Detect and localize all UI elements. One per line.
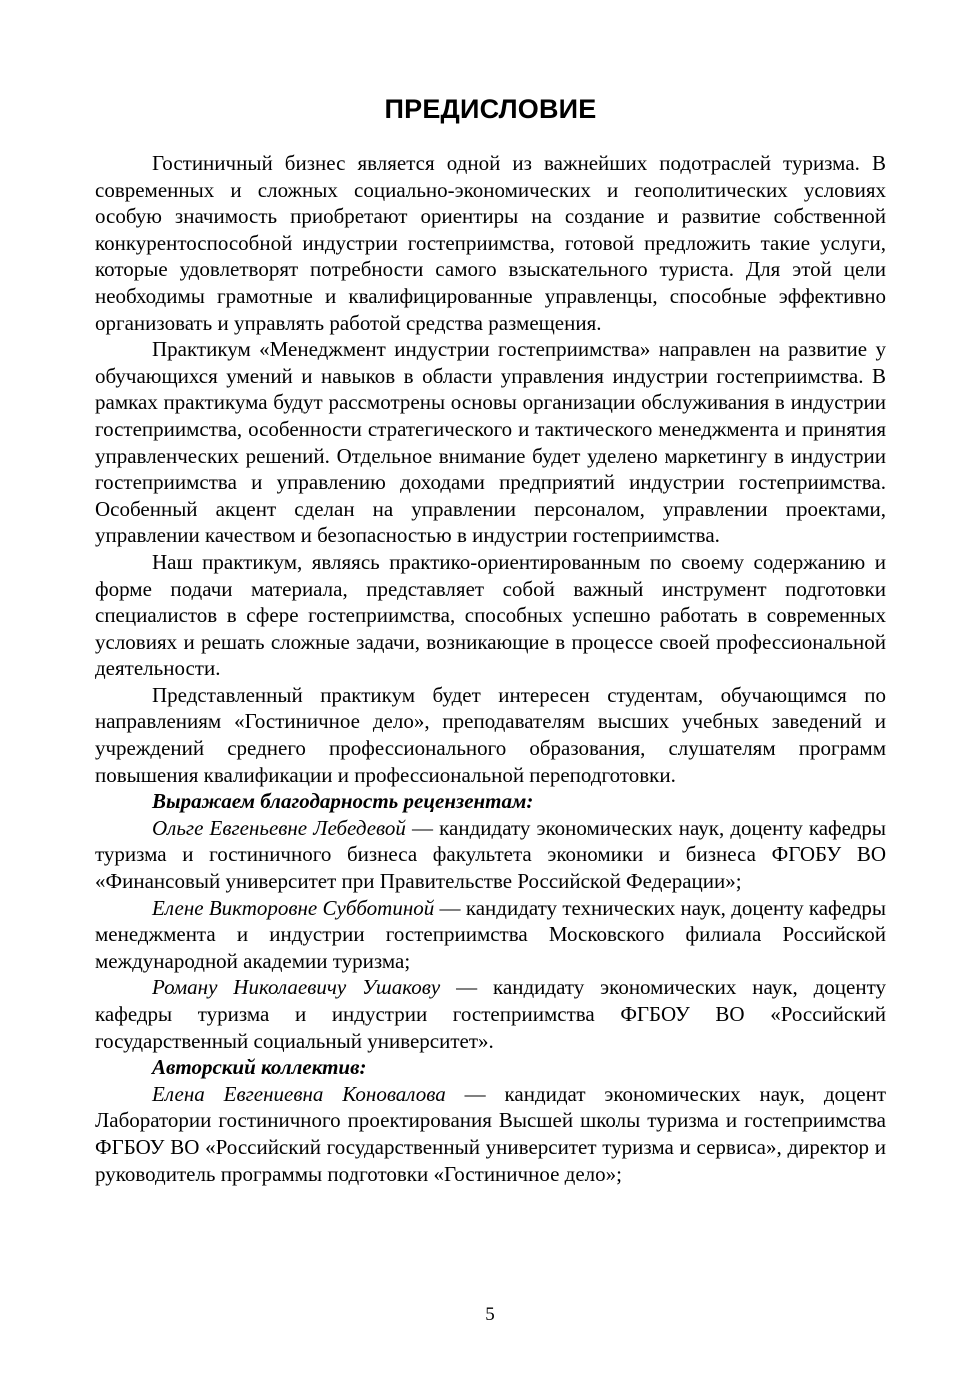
- paragraph-practicum-goals: Практикум «Менеджмент индустрии гостеприимства» направлен на развитие у обучающихся умений и навыков в области управления индустрии гостеприимства. В рамках практикума будут рассмотрены основы организации обслуживания в индустрии гостеприимства, особенности стратегического и тактического менеджмента и принятия управленческих решений. Отдельное внимание будет уделено маркетингу в индустрии гостеприимства и управлению доходами предприятий индустрии гостеприимства. Особенный акцент сделан на управлении персоналом, управлении проектами, управлении качеством и безопасностью в индустрии гостеприимства.: [95, 337, 886, 548]
- reviewer-name: Ольге Евгеньевне Лебедевой: [152, 815, 406, 840]
- reviewer-entry: [95, 974, 886, 1054]
- reviewers-heading: Выражаем благодарность рецензентам:: [152, 789, 534, 814]
- reviewer-description: — кандидату технических наук, доценту кафедры менеджмента и индустрии гостеприимства Московского филиала Российской международной академии туризма;: [95, 895, 887, 973]
- page-number: 5: [485, 1304, 495, 1325]
- reviewer-description: — кандидату экономических наук, доценту кафедры туризма и гостиничного бизнеса факультета экономики и бизнеса ФГОБУ ВО «Финансовый университет при Правительстве Российской Федерации»;: [95, 815, 886, 894]
- author-entry: [95, 1081, 886, 1187]
- reviewer-name: Елене Викторовне Субботиной: [152, 895, 435, 920]
- paragraph-practicum-value: Наш практикум, являясь практико-ориентированным по своему содержанию и форме подачи материала, представляет собой важный инструмент подготовки специалистов в сфере гостеприимства, способных успешно работать в современных условиях и решать сложные задачи, возникающие в процессе своей профессиональной деятельности.: [95, 549, 886, 681]
- reviewer-name: Роману Николаевичу Ушакову: [152, 975, 441, 1000]
- author-description: — кандидат экономических наук, доцент Лаборатории гостиничного проектирования Высшей школы туризма и гостеприимства ФГБОУ ВО «Российский государственный университет туризма и сервиса», директор и руководитель программы подготовки «Гостиничное дело»;: [95, 1081, 886, 1186]
- reviewer-entry: [95, 895, 886, 975]
- author-name: Елена Евгениевна Коновалова: [152, 1081, 446, 1106]
- authors-heading: Авторский коллектив:: [152, 1055, 367, 1080]
- reviewer-description: — кандидату экономических наук, доценту кафедры туризма и индустрии гостеприимства ФГБОУ ВО «Российский государственный социальный университет».: [95, 975, 886, 1053]
- paragraph-intro: Гостиничный бизнес является одной из важнейших подотраслей туризма. В современных и сложных социально-экономических и геополитических условиях особую значимость приобретают ориентиры на создание и развитие собственной конкурентоспособной индустрии гостеприимства, готовой предложить такие услуги, которые удовлетворят потребности самого взыскательного туриста. Для этой цели необходимы грамотные и квалифицированные управленцы, способные эффективно организовать и управлять работой средства размещения.: [95, 151, 886, 335]
- paragraph-audience: Представленный практикум будет интересен студентам, обучающимся по направлениям «Гостиничное дело», преподавателям высших учебных заведений и учреждений среднего профессионального образования, слушателям программ повышения квалификации и профессиональной переподготовки.: [95, 682, 886, 787]
- reviewer-entry: [95, 815, 886, 895]
- page-title: ПРЕДИСЛОВИЕ: [384, 94, 597, 124]
- page-body: [95, 92, 886, 1187]
